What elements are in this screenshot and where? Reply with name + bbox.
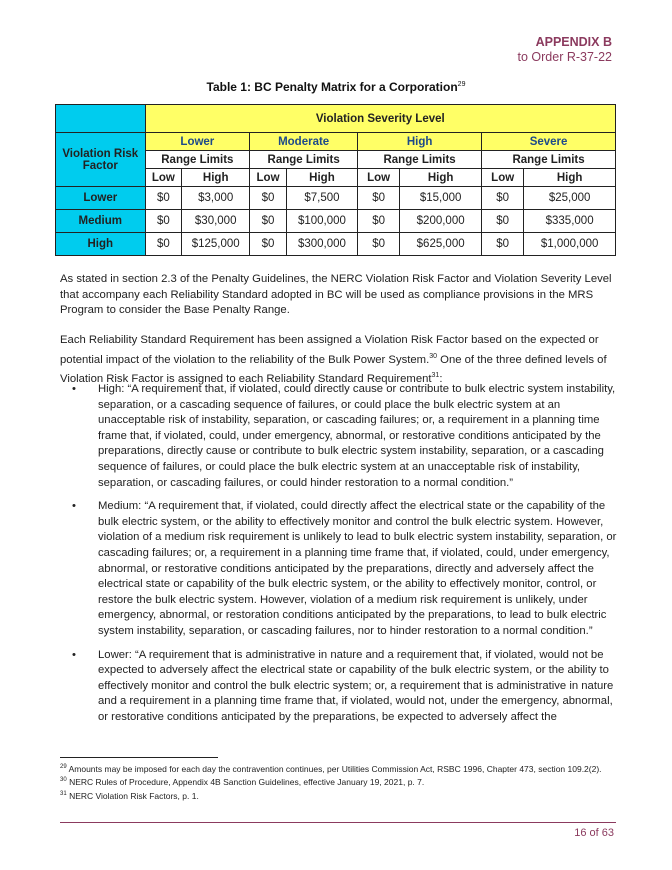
paragraph-risk-factor-text-b: One of the three defined levels of Violation Risk Factor is assigned to each Reliability Standard Requirement — [60, 353, 607, 385]
level-moderate: Moderate — [250, 133, 358, 151]
low-header: Low — [250, 169, 287, 187]
footnote-divider — [60, 757, 218, 758]
table-row — [56, 210, 616, 233]
footnote-number: 31 — [60, 790, 67, 797]
table-cell: $0 — [358, 187, 400, 210]
footnote-29 — [60, 762, 615, 775]
table-cell: $0 — [482, 233, 524, 256]
table-title — [0, 80, 672, 94]
table-cell: $0 — [145, 187, 182, 210]
penalty-matrix-table — [55, 104, 616, 256]
footnote-number: 29 — [60, 764, 67, 770]
paragraph-risk-factor-text-a: Each Reliability Standard Requirement has been assigned a Violation Risk Factor based on the expected or potential impact of the violation to the reliability of the Bulk Power System. — [60, 334, 599, 366]
table-cell: $0 — [482, 210, 524, 233]
table-cell: $0 — [250, 187, 287, 210]
list-item — [60, 499, 620, 639]
table-cell: $300,000 — [286, 233, 357, 256]
footnotes — [60, 762, 615, 802]
list-item-text: Medium: “A requirement that, if violated, could directly affect the electrical state or the capability of the bulk electric system, or the ability to effectively monitor and control the bulk electric system. However, violation of a medium risk requirement is unlikely to lead to bulk electric system instability, separation, or cascading failures; or, a requirement in a planning time frame that, if violated, could, under emergency, abnormal, or restorative conditions anticipated by the preparations, directly and adversely affect the electrical state or capability of the bulk electric system, or the ability to effectively monitor, control, or restore the bulk electric system. However, violation of a medium risk requirement is unlikely, under emergency, abnormal, or restoration conditions anticipated by the preparations, to lead to bulk electric system instability, separation, or cascading failures, nor to hinder restoration to a normal condition.” — [98, 500, 617, 637]
bullet-icon: • — [72, 648, 76, 661]
table-cell: $0 — [358, 233, 400, 256]
paragraph-risk-factor — [60, 333, 615, 387]
low-header: Low — [482, 169, 524, 187]
table-cell: $625,000 — [400, 233, 482, 256]
bullet-icon: • — [72, 383, 76, 395]
footnote-text: NERC Rules of Procedure, Appendix 4B Sanction Guidelines, effective January 19, 2021, p. 7. — [69, 777, 425, 788]
range-limits-label: Range Limits — [482, 151, 616, 169]
table-cell: $7,500 — [286, 187, 357, 210]
paragraph-risk-factor-text-c: : — [439, 372, 443, 385]
footnote-number: 30 — [60, 777, 67, 784]
table-cell: $15,000 — [400, 187, 482, 210]
table-row — [56, 233, 616, 256]
severity-level-header: Violation Severity Level — [145, 105, 615, 133]
table-cell: $0 — [145, 210, 182, 233]
risk-level-list — [60, 382, 620, 733]
table-cell: $30,000 — [182, 210, 250, 233]
page-footer-divider — [60, 822, 616, 823]
row-label: Lower — [56, 187, 146, 210]
table-cell: $25,000 — [524, 187, 616, 210]
table-cell: $200,000 — [400, 210, 482, 233]
low-header: Low — [358, 169, 400, 187]
footnote-31 — [60, 789, 615, 802]
high-header: High — [400, 169, 482, 187]
table-cell: $0 — [482, 187, 524, 210]
bullet-icon: • — [72, 500, 76, 513]
table-cell: $0 — [250, 233, 287, 256]
range-limits-label: Range Limits — [145, 151, 250, 169]
appendix-header — [518, 35, 612, 65]
row-label: Medium — [56, 210, 146, 233]
range-limits-label: Range Limits — [250, 151, 358, 169]
footnote-text: Amounts may be imposed for each day the contravention continues, per Utilities Commission Act, RSBC 1996, Chapter 473, section 109.2(2). — [68, 763, 602, 774]
list-item-text: High: “A requirement that, if violated, could directly cause or contribute to bulk electric system instability, separation, or a cascading sequence of failures, or could place the bulk electric system at an unacceptable risk of instability, separation, or cascading failures; or, a requirement in a planning time frame that, if violated, could, under emergency, abnormal, or restorative conditions anticipated by the preparations, directly cause or contribute to bulk electric system instability, separation, or a cascading sequence of failures, or could place the bulk electric system at an unacceptable risk of instability, separation, or cascading failures, or could hinder restoration to a normal condition.” — [98, 383, 616, 489]
list-item-text: Lower: “A requirement that is administrative in nature and a requirement that, if violated, would not be expected to adversely affect the electrical state or capability of the bulk electric system, or the ability to effectively monitor and control the bulk electric system; or, a requirement that is administrative in nature and a requirement in a planning time frame that, if violated, would not, under the emergency, abnormal, or restorative conditions anticipated by the preparations, be expected to adversely affect the — [98, 648, 614, 723]
level-lower: Lower — [145, 133, 250, 151]
page-number: 16 of 63 — [574, 827, 614, 839]
table-row — [56, 187, 616, 210]
level-severe: Severe — [482, 133, 616, 151]
table-corner-cell — [56, 105, 146, 133]
table-title-text: Table 1: BC Penalty Matrix for a Corporation — [206, 80, 458, 94]
list-item — [60, 382, 620, 491]
appendix-order: to Order R-37-22 — [517, 50, 612, 64]
table-cell: $0 — [358, 210, 400, 233]
appendix-title: APPENDIX B — [535, 35, 612, 49]
table-cell: $100,000 — [286, 210, 357, 233]
table-cell: $1,000,000 — [524, 233, 616, 256]
table-cell: $3,000 — [182, 187, 250, 210]
footnote-30 — [60, 775, 615, 788]
range-limits-label: Range Limits — [358, 151, 482, 169]
risk-factor-header: Violation Risk Factor — [56, 133, 146, 187]
table-cell: $0 — [250, 210, 287, 233]
low-header: Low — [145, 169, 182, 187]
high-header: High — [286, 169, 357, 187]
table-cell: $335,000 — [524, 210, 616, 233]
table-cell: $0 — [145, 233, 182, 256]
footnote-ref-29: 29 — [457, 81, 466, 88]
paragraph-penalty-guidelines: As stated in section 2.3 of the Penalty Guidelines, the NERC Violation Risk Factor and Violation Severity Level that accompany each Reliability Standard adopted in BC will be used as compliance provisions in the MRS Program to consider the Base Penalty Range. — [60, 273, 612, 317]
list-item — [60, 648, 620, 726]
footnote-ref-31: 31 — [431, 371, 440, 379]
footnote-text: NERC Violation Risk Factors, p. 1. — [69, 790, 199, 801]
footnote-ref-30: 30 — [429, 352, 438, 360]
table-cell: $125,000 — [182, 233, 250, 256]
high-header: High — [524, 169, 616, 187]
high-header: High — [182, 169, 250, 187]
row-label: High — [56, 233, 146, 256]
level-high: High — [358, 133, 482, 151]
